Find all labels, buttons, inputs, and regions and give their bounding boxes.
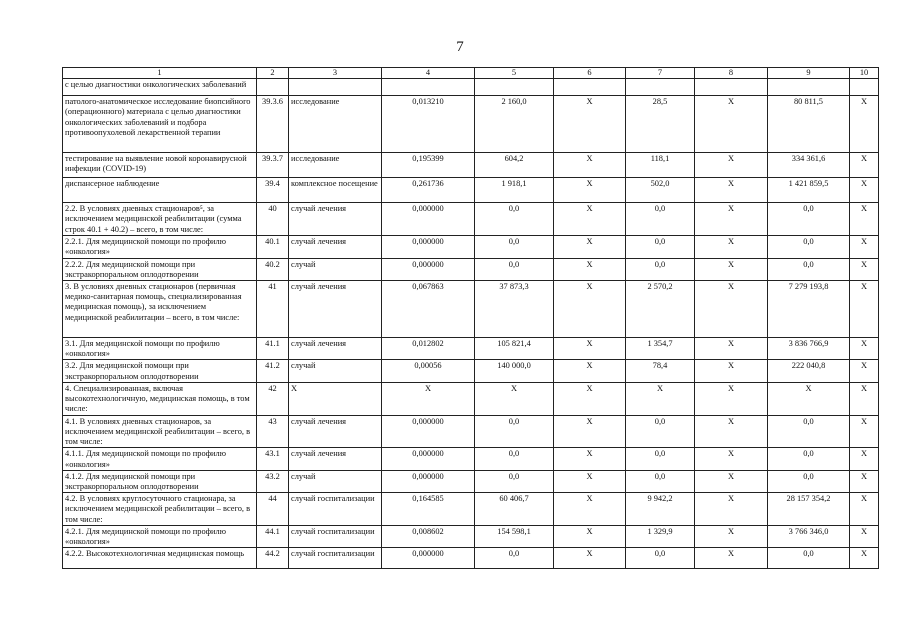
unit-cell: исследование [289, 96, 382, 153]
value-cell-10: X [850, 525, 879, 547]
unit-cell: комплексное посещение [289, 178, 382, 203]
row-code-cell: 40.1 [257, 236, 289, 258]
value-cell-8: X [695, 360, 768, 382]
unit-cell: случай госпитализации [289, 525, 382, 547]
row-name-cell: 2.2.2. Для медицинской помощи при экстракорпоральном оплодотворении [63, 258, 257, 280]
column-header: 6 [554, 68, 626, 79]
table-row [63, 79, 879, 96]
row-name-cell: диспансерное наблюдение [63, 178, 257, 203]
value-cell-7: 0,0 [626, 470, 695, 492]
value-cell-4: 0,00056 [382, 360, 475, 382]
unit-cell [289, 79, 382, 96]
unit-cell: случай лечения [289, 236, 382, 258]
value-cell-5: 2 160,0 [475, 96, 554, 153]
table-row [63, 525, 879, 547]
table-row [63, 548, 879, 569]
table-row [63, 236, 879, 258]
value-cell-10 [850, 79, 879, 96]
value-cell-10: X [850, 281, 879, 338]
column-number-row [63, 68, 879, 79]
value-cell-6: X [554, 470, 626, 492]
value-cell-4: 0,195399 [382, 153, 475, 178]
value-cell-9: 222 040,8 [768, 360, 850, 382]
value-cell-4: 0,067863 [382, 281, 475, 338]
value-cell-10: X [850, 493, 879, 526]
unit-cell: случай госпитализации [289, 493, 382, 526]
unit-cell: случай лечения [289, 338, 382, 360]
value-cell-10: X [850, 448, 879, 470]
row-code-cell: 40.2 [257, 258, 289, 280]
value-cell-9 [768, 79, 850, 96]
value-cell-6: X [554, 178, 626, 203]
value-cell-8: X [695, 96, 768, 153]
unit-cell: случай лечения [289, 448, 382, 470]
value-cell-5: 0,0 [475, 470, 554, 492]
row-code-cell: 42 [257, 382, 289, 415]
value-cell-7: 0,0 [626, 448, 695, 470]
row-code-cell: 39.3.6 [257, 96, 289, 153]
value-cell-8: X [695, 203, 768, 236]
row-name-cell: 3. В условиях дневных стационаров (первичная медико-санитарная помощь, специализированная медицинская помощь), за исключением медицинской реабилитации – всего, в том числе: [63, 281, 257, 338]
value-cell-8: X [695, 236, 768, 258]
value-cell-8: X [695, 382, 768, 415]
value-cell-6: X [554, 203, 626, 236]
value-cell-5: 0,0 [475, 258, 554, 280]
column-header: 7 [626, 68, 695, 79]
value-cell-4: 0,013210 [382, 96, 475, 153]
value-cell-5: 60 406,7 [475, 493, 554, 526]
value-cell-5: 0,0 [475, 415, 554, 448]
value-cell-4: 0,000000 [382, 258, 475, 280]
table-row [63, 360, 879, 382]
column-header: 1 [63, 68, 257, 79]
row-code-cell: 44.1 [257, 525, 289, 547]
row-name-cell: 4.1.2. Для медицинской помощи при экстракорпоральном оплодотворении [63, 470, 257, 492]
value-cell-5: 0,0 [475, 236, 554, 258]
value-cell-8: X [695, 281, 768, 338]
row-code-cell: 43.1 [257, 448, 289, 470]
value-cell-6: X [554, 258, 626, 280]
value-cell-9: 3 766 346,0 [768, 525, 850, 547]
value-cell-7: 9 942,2 [626, 493, 695, 526]
row-code-cell: 44 [257, 493, 289, 526]
value-cell-7: 118,1 [626, 153, 695, 178]
row-name-cell: 4.2.1. Для медицинской помощи по профилю «онкология» [63, 525, 257, 547]
row-code-cell: 41.1 [257, 338, 289, 360]
value-cell-6: X [554, 96, 626, 153]
value-cell-6: X [554, 153, 626, 178]
value-cell-4: X [382, 382, 475, 415]
value-cell-9: 3 836 766,9 [768, 338, 850, 360]
value-cell-7: 502,0 [626, 178, 695, 203]
value-cell-6: X [554, 360, 626, 382]
row-code-cell: 41 [257, 281, 289, 338]
value-cell-9: X [768, 382, 850, 415]
value-cell-9: 0,0 [768, 258, 850, 280]
value-cell-7: X [626, 382, 695, 415]
value-cell-6: X [554, 236, 626, 258]
column-header: 10 [850, 68, 879, 79]
table-row [63, 415, 879, 448]
value-cell-4: 0,000000 [382, 236, 475, 258]
value-cell-7: 0,0 [626, 203, 695, 236]
unit-cell: случай лечения [289, 203, 382, 236]
value-cell-9: 0,0 [768, 203, 850, 236]
unit-cell: случай лечения [289, 415, 382, 448]
value-cell-10: X [850, 153, 879, 178]
value-cell-8 [695, 79, 768, 96]
unit-cell: исследование [289, 153, 382, 178]
value-cell-6: X [554, 281, 626, 338]
value-cell-7: 2 570,2 [626, 281, 695, 338]
value-cell-10: X [850, 203, 879, 236]
table-row [63, 203, 879, 236]
value-cell-10: X [850, 470, 879, 492]
value-cell-9: 0,0 [768, 448, 850, 470]
value-cell-4: 0,000000 [382, 448, 475, 470]
value-cell-9: 334 361,6 [768, 153, 850, 178]
row-code-cell: 43.2 [257, 470, 289, 492]
value-cell-10: X [850, 338, 879, 360]
row-code-cell: 39.4 [257, 178, 289, 203]
value-cell-10: X [850, 548, 879, 569]
value-cell-10: X [850, 415, 879, 448]
column-header: 8 [695, 68, 768, 79]
value-cell-10: X [850, 360, 879, 382]
value-cell-8: X [695, 258, 768, 280]
value-cell-8: X [695, 178, 768, 203]
unit-cell: случай лечения [289, 281, 382, 338]
row-code-cell: 40 [257, 203, 289, 236]
value-cell-8: X [695, 415, 768, 448]
row-name-cell: с целью диагностики онкологических заболеваний [63, 79, 257, 96]
value-cell-5: 1 918,1 [475, 178, 554, 203]
row-code-cell [257, 79, 289, 96]
table-row [63, 258, 879, 280]
value-cell-7: 0,0 [626, 258, 695, 280]
value-cell-5: 0,0 [475, 203, 554, 236]
value-cell-4: 0,000000 [382, 203, 475, 236]
row-name-cell: 4.2.2. Высокотехнологичная медицинская помощь [63, 548, 257, 569]
table-row [63, 338, 879, 360]
value-cell-10: X [850, 258, 879, 280]
value-cell-8: X [695, 525, 768, 547]
unit-cell: случай [289, 258, 382, 280]
value-cell-6: X [554, 493, 626, 526]
row-code-cell: 39.3.7 [257, 153, 289, 178]
value-cell-7: 0,0 [626, 415, 695, 448]
value-cell-8: X [695, 548, 768, 569]
unit-cell: случай [289, 360, 382, 382]
value-cell-7: 0,0 [626, 548, 695, 569]
value-cell-6: X [554, 382, 626, 415]
value-cell-9: 0,0 [768, 415, 850, 448]
value-cell-4: 0,008602 [382, 525, 475, 547]
value-cell-5: 105 821,4 [475, 338, 554, 360]
row-name-cell: тестирование на выявление новой коронавирусной инфекции (COVID-19) [63, 153, 257, 178]
column-header: 9 [768, 68, 850, 79]
value-cell-6 [554, 79, 626, 96]
value-cell-5: 140 000,0 [475, 360, 554, 382]
value-cell-8: X [695, 338, 768, 360]
row-name-cell: 4. Специализированная, включая высокотехнологичную, медицинская помощь, в том числе: [63, 382, 257, 415]
value-cell-6: X [554, 338, 626, 360]
unit-cell: X [289, 382, 382, 415]
row-name-cell: 4.1.1. Для медицинской помощи по профилю «онкология» [63, 448, 257, 470]
row-name-cell: 2.2.1. Для медицинской помощи по профилю «онкология» [63, 236, 257, 258]
value-cell-7: 28,5 [626, 96, 695, 153]
table-row [63, 281, 879, 338]
value-cell-10: X [850, 236, 879, 258]
value-cell-4: 0,000000 [382, 470, 475, 492]
value-cell-6: X [554, 525, 626, 547]
value-cell-7: 0,0 [626, 236, 695, 258]
value-cell-10: X [850, 178, 879, 203]
unit-cell: случай госпитализации [289, 548, 382, 569]
value-cell-8: X [695, 448, 768, 470]
row-name-cell: 3.2. Для медицинской помощи при экстракорпоральном оплодотворении [63, 360, 257, 382]
row-code-cell: 41.2 [257, 360, 289, 382]
value-cell-4: 0,012802 [382, 338, 475, 360]
value-cell-5 [475, 79, 554, 96]
value-cell-5: 0,0 [475, 448, 554, 470]
column-header: 3 [289, 68, 382, 79]
row-code-cell: 44.2 [257, 548, 289, 569]
value-cell-7 [626, 79, 695, 96]
row-name-cell: патолого-анатомическое исследование биопсийного (операционного) материала с целью диагностики онкологических заболеваний и подбора противоопухолевой лекарственной терапии [63, 96, 257, 153]
value-cell-4: 0,000000 [382, 415, 475, 448]
table-row [63, 382, 879, 415]
value-cell-9: 1 421 859,5 [768, 178, 850, 203]
table-row [63, 96, 879, 153]
value-cell-9: 0,0 [768, 548, 850, 569]
value-cell-7: 78,4 [626, 360, 695, 382]
value-cell-9: 0,0 [768, 236, 850, 258]
value-cell-9: 7 279 193,8 [768, 281, 850, 338]
column-header: 4 [382, 68, 475, 79]
value-cell-10: X [850, 96, 879, 153]
value-cell-6: X [554, 548, 626, 569]
value-cell-8: X [695, 470, 768, 492]
value-cell-9: 80 811,5 [768, 96, 850, 153]
value-cell-9: 28 157 354,2 [768, 493, 850, 526]
value-cell-5: 604,2 [475, 153, 554, 178]
value-cell-8: X [695, 153, 768, 178]
table-row [63, 448, 879, 470]
value-cell-4 [382, 79, 475, 96]
table-row [63, 470, 879, 492]
value-cell-4: 0,000000 [382, 548, 475, 569]
page-number: 7 [456, 39, 464, 55]
value-cell-6: X [554, 415, 626, 448]
value-cell-6: X [554, 448, 626, 470]
row-name-cell: 2.2. В условиях дневных стационаров⁵, за исключением медицинской реабилитации (сумма строк 40.1 + 40.2) – всего, в том числе: [63, 203, 257, 236]
row-name-cell: 3.1. Для медицинской помощи по профилю «онкология» [63, 338, 257, 360]
value-cell-7: 1 354,7 [626, 338, 695, 360]
table-row [63, 153, 879, 178]
row-name-cell: 4.2. В условиях круглосуточного стационара, за исключением медицинской реабилитации – всего, в том числе: [63, 493, 257, 526]
table-row [63, 178, 879, 203]
row-code-cell: 43 [257, 415, 289, 448]
value-cell-4: 0,261736 [382, 178, 475, 203]
value-cell-10: X [850, 382, 879, 415]
column-header: 2 [257, 68, 289, 79]
value-cell-8: X [695, 493, 768, 526]
column-header: 5 [475, 68, 554, 79]
value-cell-4: 0,164585 [382, 493, 475, 526]
value-cell-7: 1 329,9 [626, 525, 695, 547]
value-cell-5: 154 598,1 [475, 525, 554, 547]
unit-cell: случай [289, 470, 382, 492]
row-name-cell: 4.1. В условиях дневных стационаров, за исключением медицинской реабилитации – всего, в том числе: [63, 415, 257, 448]
data-table [62, 67, 879, 569]
value-cell-5: 0,0 [475, 548, 554, 569]
value-cell-5: X [475, 382, 554, 415]
value-cell-5: 37 873,3 [475, 281, 554, 338]
value-cell-9: 0,0 [768, 470, 850, 492]
table-row [63, 493, 879, 526]
